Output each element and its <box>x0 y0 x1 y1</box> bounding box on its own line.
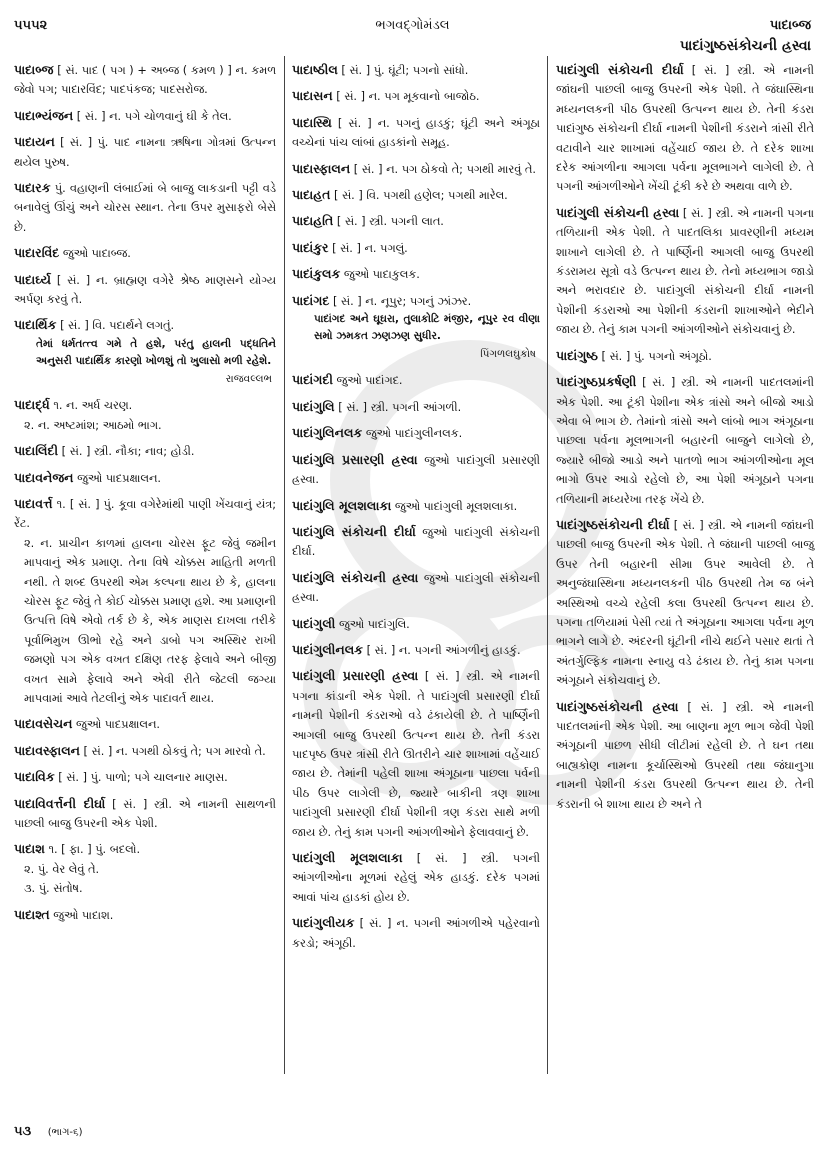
entry-definition <box>292 211 540 231</box>
dictionary-entry <box>292 913 540 953</box>
entry-definition <box>292 264 540 284</box>
definition-text: જુઓ પાદાંગુલિ. <box>338 617 410 631</box>
quotation-source: પિંગળલઘુકોષ <box>480 348 536 361</box>
entry-definition <box>292 397 540 417</box>
dictionary-entry <box>556 60 814 197</box>
entry-definition <box>14 106 276 126</box>
dictionary-entry <box>14 395 276 435</box>
entry-definition <box>556 697 814 814</box>
entry-definition <box>292 450 540 490</box>
entry-headword: પાદાવસેચન <box>14 716 73 732</box>
entry-headword: પાદાવનેજન <box>14 469 74 485</box>
column-divider <box>284 56 285 1074</box>
quotation-source: રાજવલ્લભ <box>225 372 272 385</box>
entry-definition <box>292 238 540 258</box>
definition-text: [ સં. ] સ્ત્રી. એ નામની સાથળની પાછલી બાજુ ઉપરની એક પેશી. <box>14 797 276 830</box>
entry-definition <box>292 913 540 953</box>
dictionary-entry <box>292 238 540 258</box>
definition-text: [ સં. ] પું. પગનો અંગૂઠો. <box>601 349 712 363</box>
definition-text: [ સં. ] સ્ત્રી. એ નામની પાદતલમાંની એક પેશી. આ ટૂંકી પેશીના એક ત્રાંસો અને બીજો આડો એવા બે ભાગ છે. તેમાંનો ત્રાંસો અને લાંબો ભાગ અંગૂઠાના પાછલા પર્વના મૂલભાગની બહારની બાજુને લાગેલો છે, જ્યારે બીજો આડો અને પાતળો ભાગ આંગળીઓના મૂલ ભાગો ઉપર આડો રહેલો છે, આ પેશી અંગૂઠાને પગના તળિયાની મધ્યરેખા તરફ ખેંચે છે. <box>556 376 814 506</box>
entry-headword: પાદાંગદી <box>292 372 333 388</box>
definition-text: ૧. [ ફા. ] પું. બદલો. <box>48 843 141 857</box>
entry-headword: પાદાંકુર <box>292 239 329 255</box>
dictionary-entry <box>292 450 540 490</box>
definition-text: જુઓ પાદાંગુલીનલક. <box>365 427 463 441</box>
entry-headword: પાદાહતિ <box>292 213 334 229</box>
entry-definition <box>292 185 540 205</box>
definition-text: [ સં. ] વિ. પગથી હણેલ; પગથી મારેલ. <box>334 189 508 203</box>
dictionary-entry <box>14 494 276 708</box>
entry-headword: પાદાબ્જ <box>14 62 54 77</box>
definition-text: [ સં. ] સ્ત્રી. એ નામની જાંઘની પાછલી બાજુ ઉપરની એક પેશી. તે જંઘાસ્થિના મધ્યનલકની પીઠ ઉપરથી ઉત્પન્ન થાય છે. તેની કંડરા પાદાંગુષ્ઠ સંકોચની દીર્ઘા નામની પેશીની કંડરાને ત્રાંસી રીતે વટાવીને ચાર શાખામાં વહેંચાઈ જાય છે. તે દરેક શાખા દરેક આંગળીના આગલા પર્વના મૂલભાગને લાગેલી છે. તે પગની આંગળીઓને ખેંચી ટૂંકી કરે છે અથવા વાળે છે. <box>556 64 814 194</box>
entry-definition <box>14 767 276 787</box>
entry-headword: પાદાસ્થિ <box>292 114 332 130</box>
definition-text: [ સં. ] ન. પગનું હાડકું; ઘૂંટી અને અંગૂઠા વચ્ચેનાં પાંચ લાંબાં હાડકાંનો સમૂહ. <box>292 116 540 150</box>
dictionary-entry <box>556 515 814 691</box>
entry-headword: પાદાંકુલક <box>292 266 341 282</box>
definition-text: જુઓ પાદાંગદ. <box>336 374 403 388</box>
entry-definition <box>14 494 276 534</box>
definition-text: [ સં. ] પું. પાળો; પગે ચાલનાર માણસ. <box>58 771 228 785</box>
dictionary-entry <box>14 315 276 389</box>
entry-subsense: ૨. ન. પ્રાચીન કાળમાં હાલના ચોરસ ફૂટ જેવું જમીન માપવાનું એક પ્રમાણ. તેના વિષે ચોક્કસ માહિતી મળતી નથી. તે શબ્દ ઉપરથી એમ કલ્પના થાય છે કે, હાલના ચોરસ ફૂટ જેવું તે કોઈ ચોક્કસ પ્રમાણ હશે. આ પ્રમાણની ઉત્પત્તિ વિષે એવો તર્ક છે કે, એક માણસ દાખલા તરીકે પૂર્વાભિમુખ ઊભો રહે અને ડાબો પગ અસ્થિર રાખી જમણો પગ એક વખત દક્ષિણ તરફ ફેલાવે અને બીજી વખત સામે ફેલાવે અને એવી રીતે જેટલી જગ્યા માપવામાં આવે તેટલીનું એક પાદાવર્ત થાય. <box>24 536 276 705</box>
entry-definition <box>556 372 814 509</box>
guide-word-first: પાદાબ્જ <box>769 18 811 33</box>
dictionary-entry <box>292 522 540 562</box>
definition-text: [ સં. ] સ્ત્રી. પગની આંગળી. <box>338 400 462 414</box>
dictionary-entry <box>14 905 276 925</box>
definition-text: જુઓ પાદાંગુલી સંકોચની દીર્ઘા. <box>292 525 541 559</box>
entry-headword: પાદાષ્ઠીલ <box>292 62 338 77</box>
entry-quotation: પાદાંગદ અને ઘૂઘરા, તુલાકોટિ મંજીર, નૂપુર રવ વીણા સમો ઝમકત ઝણઝણ સુધીર. <box>314 313 540 343</box>
entry-definition <box>14 714 276 734</box>
entry-subsense: ૨. ન. અષ્ટમાંશ; આઠમો ભાગ. <box>24 418 162 432</box>
entry-definition <box>14 395 276 415</box>
dictionary-entry <box>556 203 814 340</box>
entry-headword: પાદારક <box>14 180 51 196</box>
entry-definition <box>14 178 276 237</box>
entry-headword: પાદાંગુલિનલક <box>292 425 363 441</box>
definition-text: [ સં. ] ન. પગની આંગળીએ પહેરવાનો કરડો; અંગૂઠી. <box>292 917 540 950</box>
entry-definition <box>14 132 276 172</box>
dictionary-entry <box>292 614 540 634</box>
dictionary-entry <box>14 441 276 461</box>
entry-definition <box>292 159 540 179</box>
entry-subsense: ૩. પું. સંતોષ. <box>24 882 83 896</box>
definition-text: જુઓ પાદાંગુલી મૂલશલાકા. <box>394 499 518 513</box>
entry-definition <box>292 848 540 907</box>
entry-headword: પાદાંગુલિ <box>292 398 335 414</box>
entry-headword: પાદાશ્ત <box>14 906 50 922</box>
entry-headword: પાદાંગદ <box>292 292 330 308</box>
definition-text: [ સં. ] પું. ઘૂંટી; પગનો સાંધો. <box>341 64 469 77</box>
dictionary-entry <box>292 640 540 660</box>
page-number: ૫૫૫૨ <box>14 18 48 33</box>
dictionary-entry <box>292 848 540 907</box>
column-1 <box>14 60 276 931</box>
entry-headword: પાદાંગુલી સંકોચની હ્રસ્વા <box>556 204 680 220</box>
definition-text: પું. વહાણની લંબાઈમાં બે બાજુ લાકડાની પટ્ટી વડે બનાવેલું ઊંચું અને ચોરસ સ્થાન. તેના ઉપર મુસાફરો બેસે છે. <box>14 182 276 234</box>
definition-text: [ સં. ] ન. પગ ઠોકવો તે; પગથી મારવું તે. <box>353 162 536 176</box>
entry-headword: પાદાવર્ત્ત <box>14 495 53 511</box>
entry-headword: પાદાંગુલી મૂલશલાકા <box>292 850 403 865</box>
entry-definition <box>292 568 540 608</box>
entry-headword: પાદાસન <box>292 88 333 104</box>
entry-headword: પાદાંગુલિ મૂલશલાકા <box>292 497 392 513</box>
entry-headword: પાદાર્ઘ્ય <box>14 271 51 287</box>
definition-text: જુઓ પાદાંગુલી સંકોચની હ્રસ્વા. <box>292 571 541 605</box>
dictionary-entry <box>14 767 276 787</box>
entry-definition <box>292 113 540 153</box>
entry-headword: પાદાંગુલી પ્રસારણી હ્રસ્વા <box>292 668 419 684</box>
dictionary-entry <box>292 291 540 365</box>
definition-text: [ સં. ] સ્ત્રી. પગની લાત. <box>336 215 444 229</box>
dictionary-entry <box>292 185 540 205</box>
signature-mark: ૫૩ <box>14 1124 32 1139</box>
dictionary-entry <box>14 243 276 263</box>
entry-definition <box>556 203 814 340</box>
dictionary-entry <box>556 372 814 509</box>
definition-text: ૧. ન. અર્ધ ચરણ. <box>53 399 133 413</box>
definition-text: [ સં. ] ન. બ્રાહ્મણ વગેરે શ્રેષ્ઠ માણસને યોગ્ય અર્પણ કરવું તે. <box>14 273 276 307</box>
entry-definition <box>14 441 276 461</box>
entry-headword: પાદાંગુલીયક <box>292 915 355 931</box>
entry-definition <box>14 270 276 310</box>
dictionary-entry <box>14 714 276 734</box>
dictionary-entry <box>292 211 540 231</box>
entry-definition <box>292 496 540 516</box>
definition-text: [ સં. ] સ્ત્રી. એ નામની જાંઘની પાછલી બાજુ ઉપરની એક પેશી. તે જંઘાની પાછલી બાજુ ઉપર તેની બહારની સીમા ઉપર આવેલી છે. તે અનુજંઘાસ્થિના મધ્યનલકની પીઠ ઉપરથી તેમ જ બંને અસ્થિઓ વચ્ચે રહેલી કલા ઉપરથી ઉત્પન્ન થાય છે. પગના તળિયામાં પેસી ત્યાં તે અંગૂઠાના આગલા પર્વના મૂળ ભાગને લાગે છે. અંદરની ઘૂંટીની નીચે થઈને પસાર થતાં તે અંતર્ગુલ્ફિક નામના સ્નાયુ વડે ઢંકાય છે. તેનું કામ પગના અંગૂઠાને સંકોચવાનું છે. <box>556 518 815 688</box>
entry-definition <box>292 86 540 106</box>
definition-text: [ સં. ] સ્ત્રી. એ નામની પાદતલમાંની એક પેશી. આ બાણના મૂળ ભાગ જેવી પેશી અંગૂઠાની પાછળ સીધી લીટીમાં રહેલી છે. તે ઘન તથા બાહ્યકોણ નામના કૂર્ચાસ્થિઓ ઉપરથી તથા જંઘાનુગા નામની પેશીની કંડરા ઉપરથી ઉત્પન્ન થાય છે. તેની કંડરાની બે શાખા થાય છે અને તે <box>556 700 814 811</box>
definition-text: [ સં. ] ન. પગથી ઠોકવું તે; પગ મારવો તે. <box>83 744 266 758</box>
entry-definition <box>292 370 540 390</box>
dictionary-entry <box>292 113 540 153</box>
entry-definition <box>556 60 814 197</box>
definition-text: ૧. [ સં. ] પું. કૂવા વગેરેમાંથી પાણી ખેંચવાનું યંત્ર; રેંટ. <box>14 497 277 531</box>
entry-definition <box>14 468 276 488</box>
dictionary-entry <box>292 264 540 284</box>
dictionary-entry <box>556 697 814 814</box>
dictionary-entry <box>14 132 276 172</box>
dictionary-entry <box>292 496 540 516</box>
entry-headword: પાદાયન <box>14 134 55 150</box>
entry-definition <box>292 423 540 443</box>
definition-text: [ સં. ] સ્ત્રી. પગની આંગળીઓના મૂળમાં રહેલું એક હાડકું. દરેક પગમાં આવાં પાંચ હાડકાં હોય છે. <box>292 852 540 904</box>
definition-text: [ સં. ] ન. નૂપુર; પગનું ઝાંઝર. <box>332 294 472 308</box>
definition-text: જુઓ પાદાંગુલી પ્રસારણી હ્રસ્વા. <box>292 453 540 487</box>
entry-definition <box>292 522 540 562</box>
dictionary-entry <box>292 397 540 417</box>
entry-definition <box>14 905 276 925</box>
dictionary-entry <box>292 568 540 608</box>
entry-definition <box>292 60 540 80</box>
definition-text: [ સં. ] ન. પગની આંગળીનું હાડકું. <box>366 643 521 657</box>
entry-headword: પાદાંગુષ્ઠસંકોચની હ્રસ્વા <box>556 698 679 714</box>
entry-headword: પાદાંગુષ્ઠ <box>556 347 598 363</box>
column-divider <box>547 56 548 1074</box>
dictionary-entry <box>556 346 814 366</box>
entry-definition <box>556 515 814 691</box>
definition-text: જુઓ પાદાશ. <box>53 908 114 922</box>
entry-headword: પાદાશ <box>14 841 45 857</box>
definition-text: [ સં. ] સ્ત્રી. નૌકા; નાવ; હોડી. <box>61 445 195 459</box>
entry-headword: પાદાર્દ્ધ <box>14 397 50 413</box>
definition-text: જુઓ પાદપ્રક્ષાલન. <box>77 471 161 485</box>
entry-headword: પાદાર્થિક <box>14 317 57 333</box>
definition-text: જુઓ પાદાબ્જ. <box>62 247 131 261</box>
entry-definition <box>292 640 540 660</box>
dictionary-entry <box>292 159 540 179</box>
entry-headword: પાદારવિંદ <box>14 245 60 261</box>
entry-headword: પાદાહત <box>292 187 331 203</box>
entry-headword: પાદાંગુલી <box>292 615 336 631</box>
definition-text: [ સં. ] ન. પગ મૂકવાનો બાજોઠ. <box>336 90 480 104</box>
entry-headword: પાદાંગુલિ સંકોચની હ્રસ્વા <box>292 569 419 585</box>
definition-text: જુઓ પાદાકુલક. <box>343 268 420 282</box>
entry-headword: પાદાવિક <box>14 769 55 785</box>
guide-word-last: પાદાંગુષ્ઠસંકોચની હ્રસ્વા <box>679 38 811 54</box>
column-2 <box>292 60 540 959</box>
dictionary-entry <box>292 60 540 80</box>
entry-headword: પાદાંગુલી સંકોચની દીર્ઘા <box>556 62 684 77</box>
entry-definition <box>292 614 540 634</box>
entry-headword: પાદાવસ્ફાલન <box>14 742 80 758</box>
entry-headword: પાદાંગુલિ સંકોચની દીર્ઘા <box>292 523 416 539</box>
definition-text: [ સં. પાદ ( પગ ) + અબ્જ ( કમળ ) ] ન. કમળ જેવો પગ; પાદારવિંદ; પાદપંકજ; પાદસરોજ. <box>14 64 277 97</box>
entry-headword: પાદાંગુષ્ઠસંકોચની દીર્ઘા <box>556 516 670 532</box>
dictionary-entry <box>14 839 276 898</box>
entry-definition <box>14 315 276 335</box>
dictionary-entry <box>292 666 540 842</box>
entry-subsense: ૨. પું. વેર લેવું તે. <box>24 862 100 876</box>
entry-headword: પાદાંગુલિ પ્રસારણી હ્રસ્વા <box>292 451 418 467</box>
dictionary-entry <box>292 86 540 106</box>
definition-text: જુઓ પાદપ્રક્ષાલન. <box>76 718 160 732</box>
entry-definition <box>292 666 540 842</box>
column-3 <box>556 60 814 820</box>
dictionary-title: ભગવદ્ગોમંડલ <box>375 18 450 33</box>
entry-quotation: તેમાં ધર્મતત્ત્વ ગમે તે હશે, પરંતુ હાલની પદ્ધતિને અનુસરી પાદાર્થિક કારણો ખોળશું તો ખુલાસો મળી રહેશે. <box>36 337 276 367</box>
dictionary-entry <box>14 741 276 761</box>
definition-text: [ સં. ] વિ. પદાર્થને લગતું. <box>60 319 175 333</box>
dictionary-entry <box>292 370 540 390</box>
dictionary-entry <box>14 106 276 126</box>
entry-definition <box>292 291 540 311</box>
entry-headword: પાદાલિંદી <box>14 443 59 459</box>
dictionary-entry <box>14 468 276 488</box>
dictionary-entry <box>14 60 276 100</box>
definition-text: [ સં. ] ન. પગે ચોળવાનું ઘી કે તેલ. <box>76 109 232 123</box>
entry-headword: પાદાસ્ફાલન <box>292 160 351 176</box>
entry-headword: પાદાંગુલીનલક <box>292 641 363 657</box>
entry-headword: પાદાભ્યંજન <box>14 107 74 123</box>
volume-label: (ભાગ-૬) <box>47 1127 83 1138</box>
entry-definition <box>14 243 276 263</box>
entry-definition <box>14 794 276 834</box>
definition-text: [ સં. ] ન. પગલું. <box>332 241 408 255</box>
entry-headword: પાદાંગુષ્ઠપ્રકર્ષણી <box>556 374 637 390</box>
entry-definition <box>14 60 276 100</box>
definition-text: [ સં. ] પું. પાદ નામના ઋષિના ગોત્રમાં ઉત્પન્ન થયેલ પુરુષ. <box>14 136 276 169</box>
entry-definition <box>556 346 814 366</box>
page-footer <box>14 1124 83 1139</box>
dictionary-entry <box>292 423 540 443</box>
entry-definition <box>14 839 276 859</box>
dictionary-entry <box>14 270 276 310</box>
definition-text: [ સં. ] સ્ત્રી. એ નામની પગના તળિયાની એક પેશી. તે પાદતલિકા પ્રાવરણીની મધ્યમ શાખાને લાગેલી છે. તે પાર્ષ્ણિની આગલી બાજુ ઉપરથી કંડરામય સૂત્રો વડે ઉત્પન્ન થાય છે. તેનો મધ્યભાગ જાડો અને ભરાવદાર છે. પાદાંગુલી સંકોચની દીર્ઘા નામની પેશીની કંડરાઓ આ પેશીની કંડરાની શાખાઓને ભેદીને જાય છે. તેનું કામ પગની આંગળીઓને સંકોચવાનું છે. <box>556 206 815 337</box>
dictionary-entry <box>14 178 276 237</box>
entry-definition <box>14 741 276 761</box>
entry-headword: પાદાવિવર્ત્તની દીર્ઘા <box>14 795 106 811</box>
dictionary-entry <box>14 794 276 834</box>
definition-text: [ સં. ] સ્ત્રી. એ નામની પગના કાંડાની એક પેશી. તે પાદાંગુલી પ્રસારણી દીર્ઘા નામની પેશીની કંડરાઓ વડે ઢંકાયેલી છે. તે પાર્ષ્ણિની આગલી બાજુ ઉપરથી ઉત્પન્ન થાય છે. તેની કંડરા પાદપૃષ્ઠ ઉપર ત્રાંસી રીતે ઊતરીને ચાર શાખામાં વહેંચાઈ જાય છે. તેમાંની પહેલી શાખા અંગૂઠાના પાછલા પર્વની પીઠ ઉપર લાગેલી છે, જ્યારે બાકીની ત્રણ શાખા પાદાંગુલી પ્રસારણી દીર્ઘા પેશીની ત્રણ કંડરા સાથે મળી જાય છે. તેનું કામ પગની આંગળીઓને ફેલાવવાનું છે. <box>292 670 540 839</box>
